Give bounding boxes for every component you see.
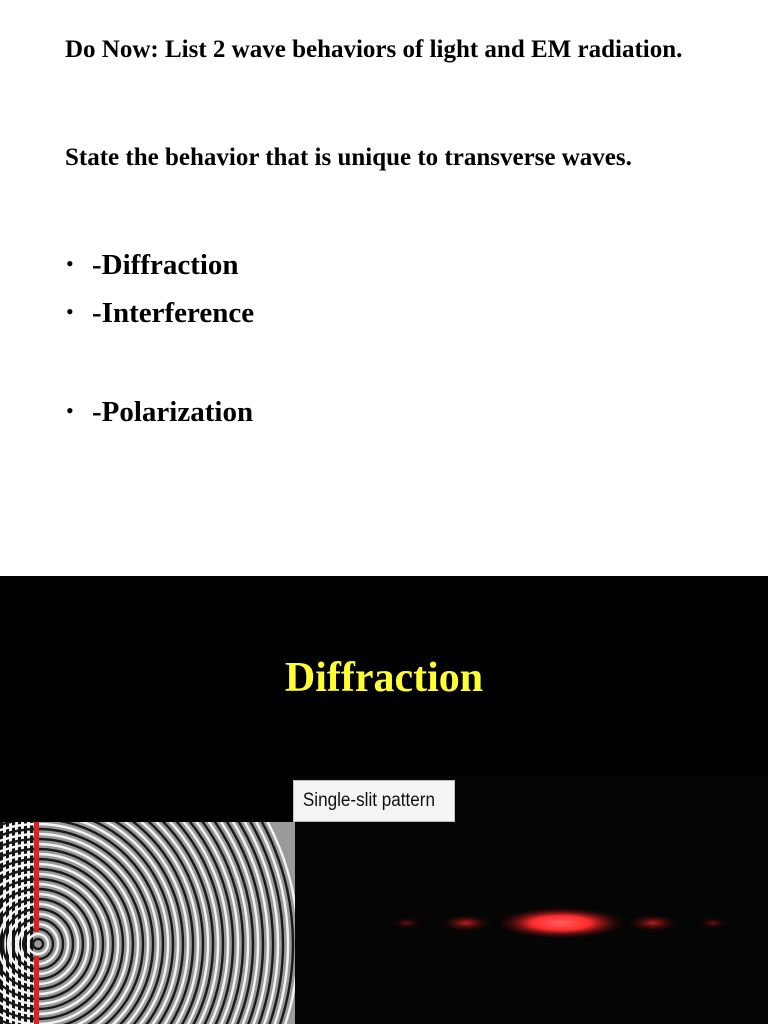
answer-item-interference	[66, 294, 254, 331]
slide-title: Diffraction	[284, 655, 484, 701]
bullet-icon: •	[66, 398, 74, 423]
slit-barrier	[34, 822, 39, 1024]
slide-diffraction	[0, 576, 768, 1024]
bullet-icon: •	[66, 299, 74, 324]
answer-text: -Polarization	[92, 396, 254, 428]
wave-diffraction-image	[0, 822, 295, 1024]
bullet-icon: •	[66, 251, 74, 276]
transverse-question: State the behavior that is unique to transverse waves.	[65, 144, 632, 171]
pattern-caption: Single-slit pattern	[293, 780, 455, 822]
answer-text: -Diffraction	[92, 249, 239, 281]
answer-item-polarization	[66, 393, 253, 430]
do-now-prompt: Do Now: List 2 wave behaviors of light and EM radiation.	[65, 36, 683, 63]
answer-item-diffraction	[66, 246, 239, 283]
answer-text: -Interference	[92, 297, 255, 329]
